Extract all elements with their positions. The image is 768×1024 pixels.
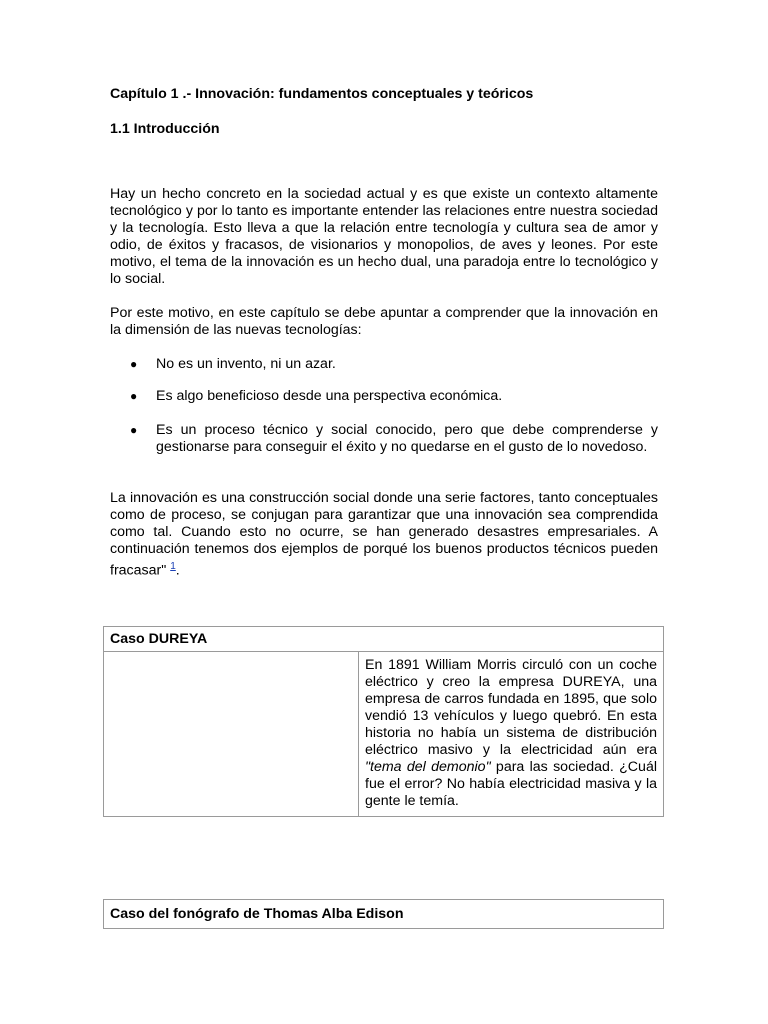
case-italic-quote: "tema del demonio" — [365, 759, 491, 775]
case-empty-cell — [104, 652, 359, 816]
case-title: Caso del fonógrafo de Thomas Alba Edison — [110, 906, 404, 922]
third-paragraph-end: . — [175, 562, 180, 579]
case-description — [359, 652, 663, 816]
list-item-text: No es un invento, ni un azar. — [156, 356, 336, 372]
bullet-icon: ● — [130, 357, 138, 371]
case-title: Caso DUREYA — [104, 627, 663, 652]
second-paragraph: Por este motivo, en este capítulo se debe apuntar a comprender que la innovación en la dimensión de las nuevas tecnologías: — [110, 305, 658, 338]
footnote-link[interactable]: 1 — [170, 561, 176, 572]
bullet-icon: ● — [130, 423, 138, 437]
chapter-title: Capítulo 1 .- Innovación: fundamentos conceptuales y teóricos — [110, 86, 534, 102]
case-table-fonografo — [103, 899, 664, 929]
third-paragraph — [110, 490, 658, 580]
third-paragraph-text: La innovación es una construcción social donde una serie factores, tanto conceptuales como de proceso, se conjugan para garantizar que una innovación sea comprendida como tal. Cuando esto no ocurre, se han generado desastres empresariales. A continuación tenemos dos ejemplos de porqué los buenos productos técnicos pueden fracasar" — [110, 490, 658, 579]
case-table-dureya — [103, 626, 664, 817]
case-text-end: para las sociedad. ¿Cuál fue el error? No había electricidad masiva y la gente le temía. — [365, 759, 657, 809]
intro-paragraph: Hay un hecho concreto en la sociedad actual y es que existe un contexto altamente tecnológico y por lo tanto es importante entender las relaciones entre nuestra sociedad y la tecnología. Esto lleva a que la relación entre tecnología y cultura sea de amor y odio, de éxitos y fracasos, de visionarios y monopolios, de aves y leones. Por este motivo, el tema de la innovación es un hecho dual, una paradoja entre lo tecnológico y lo social. — [110, 186, 658, 287]
list-item-text: Es algo beneficioso desde una perspectiva económica. — [156, 388, 503, 404]
list-item-text: Es un proceso técnico y social conocido, pero que debe comprenderse y gestionarse para conseguir el éxito y no quedarse en el gusto de lo novedoso. — [156, 422, 658, 455]
case-row — [104, 652, 663, 816]
case-text: En 1891 William Morris circuló con un coche eléctrico y creo la empresa DUREYA, una empresa de carros fundada en 1895, que solo vendió 13 vehículos y luego quebró. En esta historia no había un sistema de distribución eléctrico masivo y la electricidad aún era — [365, 657, 657, 758]
section-title: 1.1 Introducción — [110, 121, 220, 137]
bullet-icon: ● — [130, 389, 138, 403]
